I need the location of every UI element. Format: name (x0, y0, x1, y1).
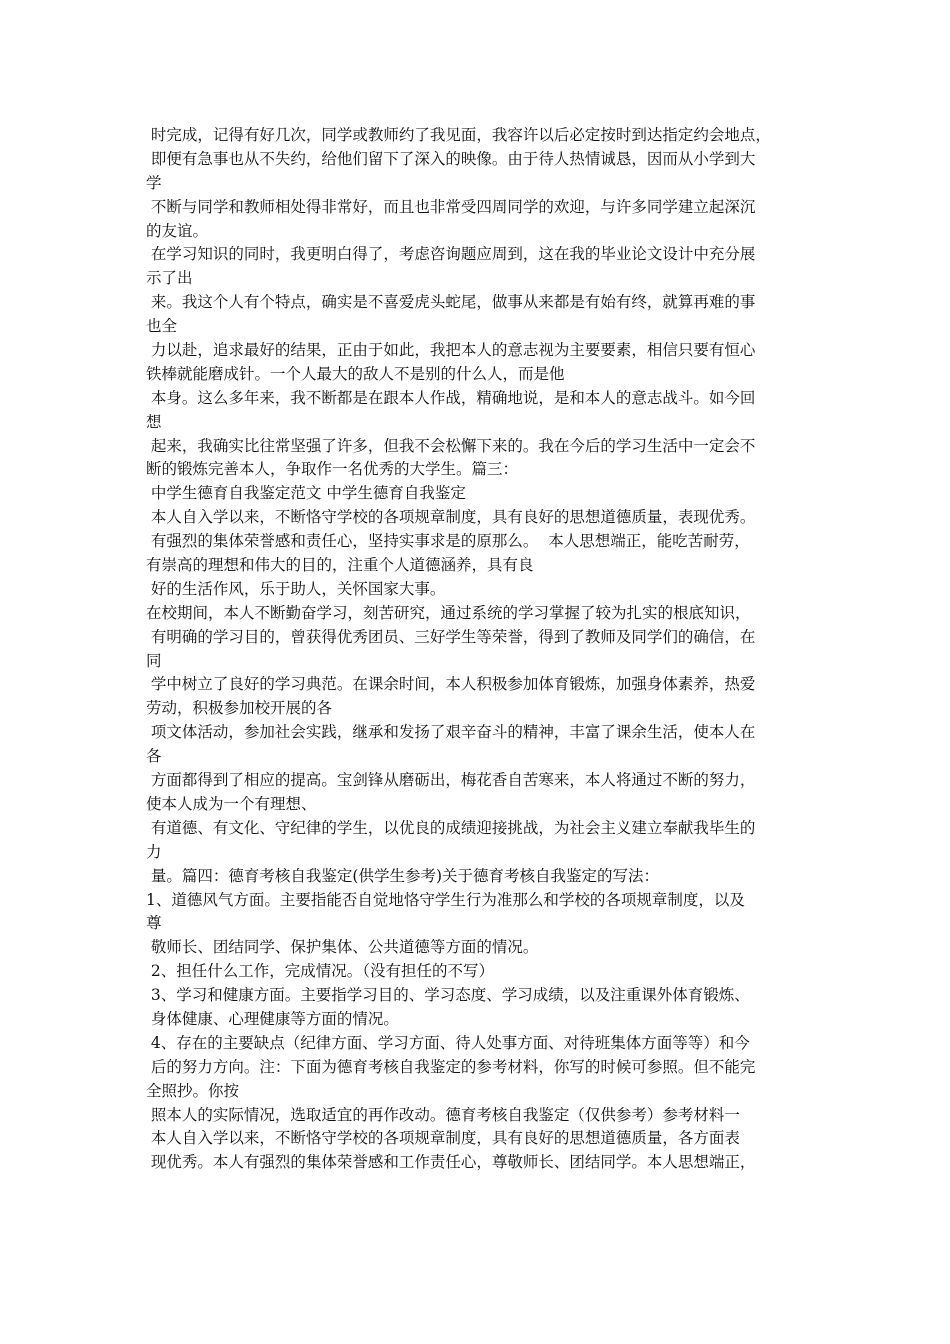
text-line: 各 (146, 747, 162, 766)
text-line: 在学习知识的同时，我更明白得了，考虑咨询题应周到，这在我的毕业论文设计中充分展 (146, 245, 756, 264)
text-line: 有强烈的集体荣誉感和责任心，坚持实事求是的原那么。 本人思想端正，能吃苦耐劳， (146, 532, 750, 551)
text-line: 尊 (146, 914, 162, 933)
text-line: 身体健康、心理健康等方面的情况。 (146, 1009, 399, 1028)
text-line: 力 (146, 842, 162, 861)
text-line: 起来，我确实比往常坚强了许多，但我不会松懈下来的。我在今后的学习生活中一定会不 (146, 436, 756, 455)
document-body-text (146, 124, 818, 1175)
text-line: 3、学习和健康方面。主要指学习目的、学习态度、学习成绩，以及注重课外体育锻炼、 (146, 986, 750, 1005)
text-line: 4、存在的主要缺点（纪律方面、学习方面、待人处事方面、对待班集体方面等等）和今 (146, 1033, 750, 1052)
text-line: 中学生德育自我鉴定范文 中学生德育自我鉴定 (146, 484, 466, 503)
text-line: 想 (146, 412, 162, 431)
text-line: 同 (146, 651, 162, 670)
text-line: 即便有急事也从不失约，给他们留下了深入的映像。由于待人热情诚恳，因而从小学到大 (146, 149, 756, 168)
text-line: 学 (146, 173, 162, 192)
text-line: 敬师长、团结同学、保护集体、公共道德等方面的情况。 (146, 938, 539, 957)
text-line: 铁棒就能磨成针。一个人最大的敌人不是别的什么人，而是他 (146, 364, 565, 383)
text-line: 也全 (146, 317, 178, 336)
text-line: 1、道德风气方面。主要指能否自觉地恪守学生行为准那么和学校的各项规章制度，以及 (146, 890, 745, 909)
text-line: 使本人成为一个有理想、 (146, 794, 317, 813)
text-line: 全照抄。你按 (146, 1081, 240, 1100)
text-line: 的友谊。 (146, 221, 209, 240)
text-line: 照本人的实际情况，选取适宜的再作改动。德育考核自我鉴定（仅供参考）参考材料一 (146, 1105, 740, 1124)
text-line: 好的生活作风，乐于助人，关怀国家大事。 (146, 579, 446, 598)
text-line: 本人自入学以来，不断恪守学校的各项规章制度，具有良好的思想道德质量，表现优秀。 (146, 508, 756, 527)
text-line: 示了出 (146, 269, 193, 288)
text-line: 本人自入学以来，不断恪守学校的各项规章制度，具有良好的思想道德质量，各方面表 (146, 1129, 740, 1148)
text-line: 有道德、有文化、守纪律的学生，以优良的成绩迎接挑战，为社会主义建立奉献我毕生的 (146, 818, 756, 837)
text-line: 劳动，积极参加校开展的各 (146, 699, 333, 718)
text-line: 2、担任什么工作，完成情况。（没有担任的不写） (146, 962, 495, 981)
text-line: 有崇高的理想和伟大的目的，注重个人道德涵养，具有良 (146, 556, 534, 575)
text-line: 学中树立了良好的学习典范。在课余时间，本人积极参加体育锻炼，加强身体素养，热爱 (146, 675, 756, 694)
text-line: 力以赴，追求最好的结果，正由于如此，我把本人的意志视为主要要素，相信只要有恒心 (146, 341, 756, 360)
text-line: 在校期间，本人不断勤奋学习，刻苦研究，通过系统的学习掌握了较为扎实的根底知识， (146, 603, 751, 622)
text-line: 项文体活动，参加社会实践，继承和发扬了艰辛奋斗的精神，丰富了课余生活，使本人在 (146, 723, 756, 742)
text-line: 现优秀。本人有强烈的集体荣誉感和工作责任心，尊敬师长、团结同学。本人思想端正， (146, 1153, 756, 1172)
text-line: 方面都得到了相应的提高。宝剑锋从磨砺出，梅花香自苦寒来，本人将通过不断的努力， (146, 771, 756, 790)
text-line: 本身。这么多年来，我不断都是在跟本人作战，精确地说，是和本人的意志战斗。如今回 (146, 388, 756, 407)
text-line: 来。我这个人有个特点，确实是不喜爱虎头蛇尾，做事从来都是有始有终，就算再难的事 (146, 293, 756, 312)
text-line: 断的锻炼完善本人，争取作一名优秀的大学生。篇三： (146, 460, 519, 479)
text-line: 时完成，记得有好几次，同学或教师约了我见面，我容许以后必定按时到达指定约会地点， (146, 126, 771, 144)
text-line: 不断与同学和教师相处得非常好，而且也非常受四周同学的欢迎，与许多同学建立起深沉 (146, 197, 756, 216)
text-line: 有明确的学习目的，曾获得优秀团员、三好学生等荣誉，得到了教师及同学们的确信，在 (146, 627, 756, 646)
text-line: 后的努力方向。注：下面为德育考核自我鉴定的参考材料，你写的时候可参照。但不能完 (146, 1057, 756, 1076)
text-line: 量。篇四：德育考核自我鉴定(供学生参考)关于德育考核自我鉴定的写法： (146, 866, 660, 885)
